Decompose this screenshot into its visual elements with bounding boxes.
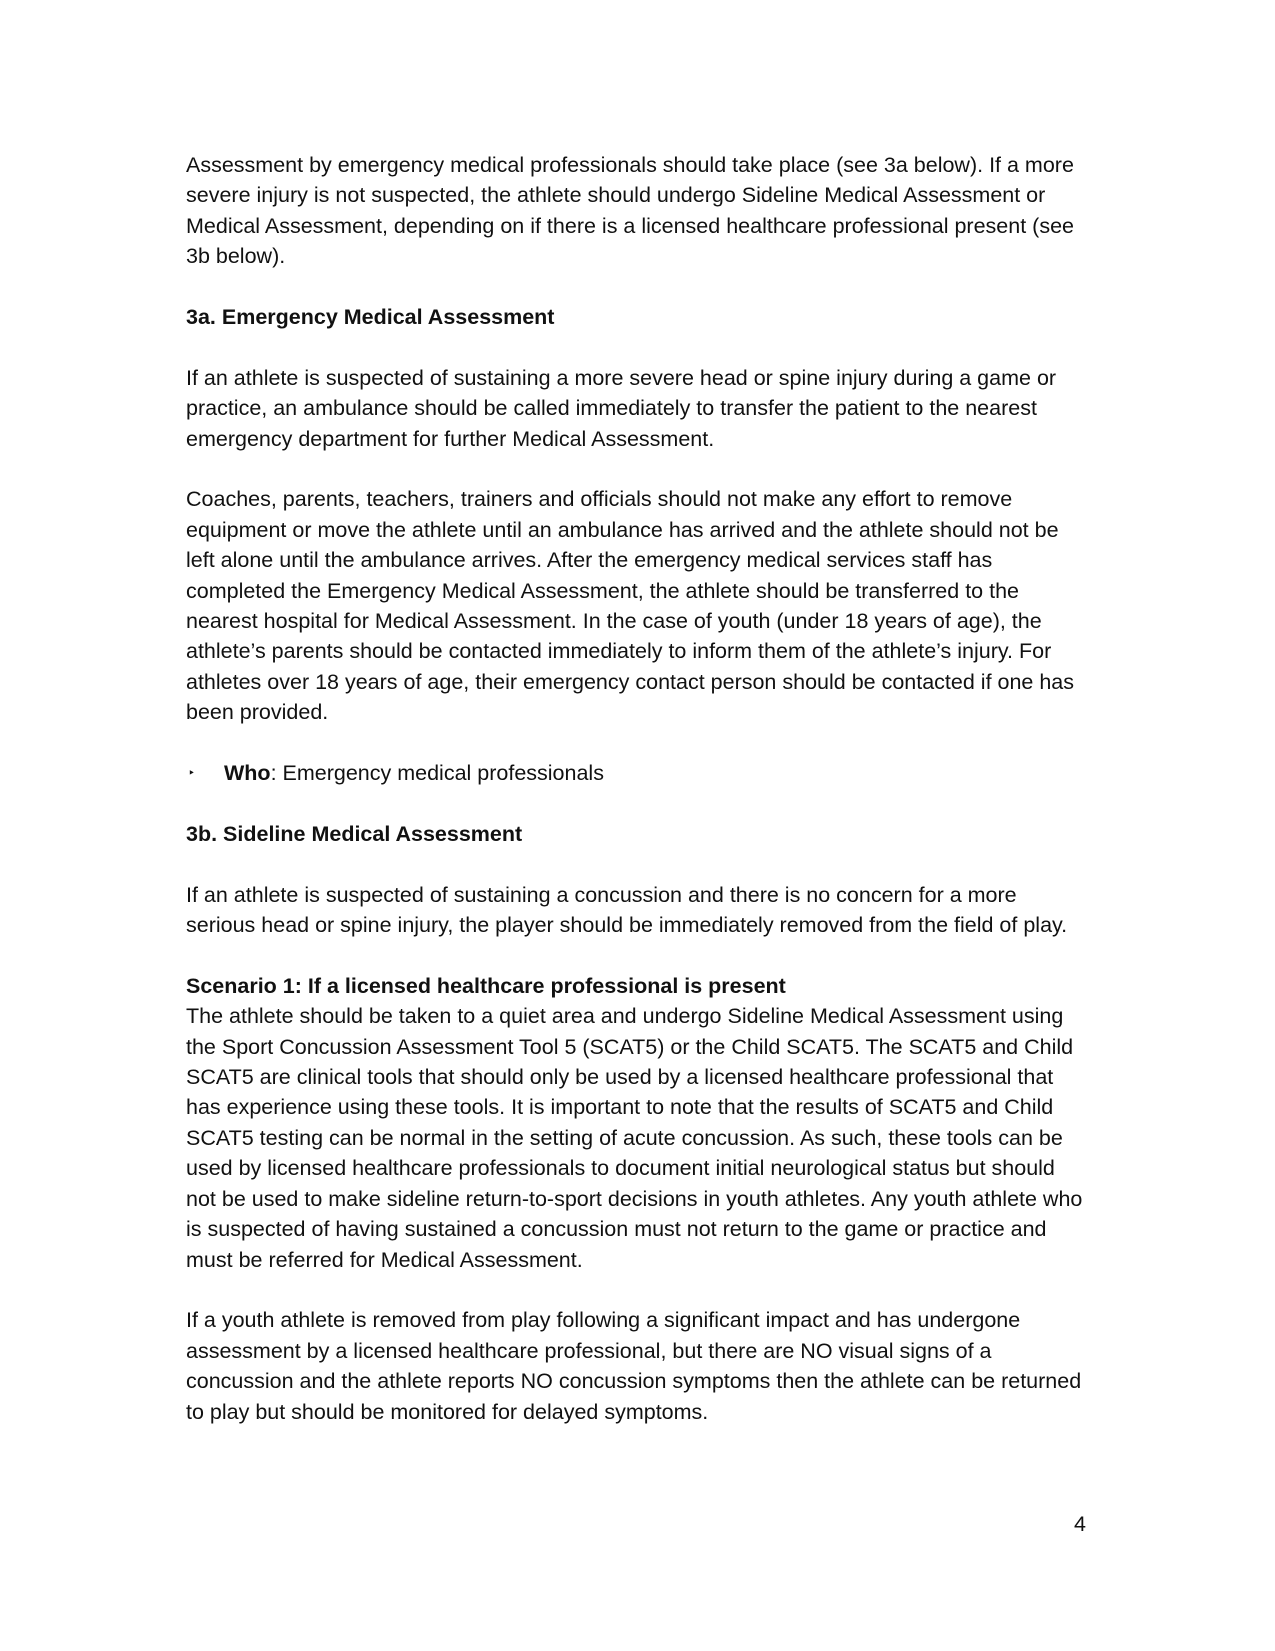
sideline-assessment-paragraph: If an athlete is suspected of sustaining a concussion and there is no concern for a more serious head or spine injury, the player should be immediately removed from the field of play. bbox=[186, 882, 1068, 938]
bullet-label: Who bbox=[224, 761, 271, 786]
intro-paragraph: Assessment by emergency medical professionals should take place (see 3a below). If a more severe injury is not suspected, the athlete should undergo Sideline Medical Assessment or Medical Assessment, depending on if there is a licensed healthcare professional present (see 3b below). bbox=[186, 153, 1074, 269]
emergency-procedure-paragraph: Coaches, parents, teachers, trainers and officials should not make any effort to remove equipment or move the athlete until an ambulance has arrived and the athlete should not be left alone until the ambulance arrives. After the emergency medical services staff has completed the Emergency Medical Assessment, the athlete should be transferred to the nearest hospital for Medical Assessment. In the case of youth (under 18 years of age), the athlete’s parents should be contacted immediately to inform them of the athlete’s injury. For athletes over 18 years of age, their emergency contact person should be contacted if one has been provided. bbox=[186, 487, 1075, 725]
scenario-1-paragraph: The athlete should be taken to a quiet area and undergo Sideline Medical Assessment using the Sport Concussion Assessment Tool 5 (SCAT5) or the Child SCAT5. The SCAT5 and Child SCAT5 are clinical tools that should only be used by a licensed healthcare professional that has experience using these tools. It is important to note that the results of SCAT5 and Child SCAT5 testing can be normal in the setting of acute concussion. As such, these tools can be used by licensed healthcare professionals to document initial neurological status but should not be used to make sideline return-to-sport decisions in youth athletes. Any youth athlete who is suspected of having sustained a concussion must not return to the game or practice and must be referred for Medical Assessment. bbox=[186, 1004, 1083, 1272]
section-heading-sideline-assessment: 3b. Sideline Medical Assessment bbox=[186, 821, 523, 846]
section-heading-emergency-assessment: 3a. Emergency Medical Assessment bbox=[186, 305, 555, 330]
youth-athlete-paragraph: If a youth athlete is removed from play following a significant impact and has undergone assessment by a licensed healthcare professional, but there are NO visual signs of a concussion and the athlete reports NO concussion symptoms then the athlete can be returned to play but should be monitored for delayed symptoms. bbox=[186, 1308, 1082, 1424]
bullet-arrow-icon: ‣ bbox=[188, 766, 196, 781]
page-number: 4 bbox=[1074, 1512, 1086, 1536]
document-body bbox=[186, 150, 1086, 1457]
scenario-1-heading: Scenario 1: If a licensed healthcare professional is present bbox=[186, 973, 786, 998]
bullet-who bbox=[186, 758, 1086, 788]
bullet-text: : Emergency medical professionals bbox=[270, 761, 604, 786]
emergency-assessment-paragraph: If an athlete is suspected of sustaining a more severe head or spine injury during a game or practice, an ambulance should be called immediately to transfer the patient to the nearest emergency department for further Medical Assessment. bbox=[186, 365, 1057, 451]
